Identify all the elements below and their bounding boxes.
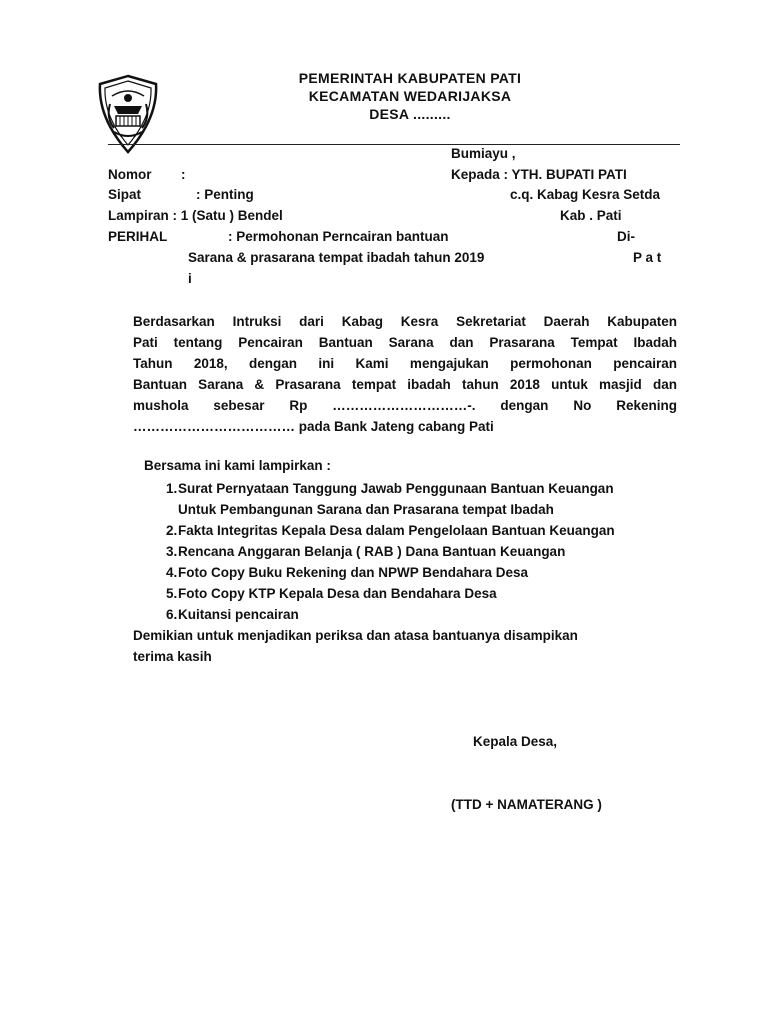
- recipient-kepada: Kepada : YTH. BUPATI PATI: [451, 167, 627, 182]
- perihal-label: PERIHAL: [108, 229, 168, 244]
- kop-line-3: DESA .........: [369, 106, 451, 122]
- list-item: 5. Foto Copy KTP Kepala Desa dan Bendahara Desa: [166, 586, 497, 601]
- signature-name: (TTD + NAMATERANG ): [451, 797, 602, 812]
- list-item: 6. Kuitansi pencairan: [166, 607, 299, 622]
- recipient-di: Di-: [617, 229, 635, 244]
- attachments-list: [144, 478, 704, 625]
- closing-line-2: terima kasih: [133, 649, 212, 664]
- nomor-label: Nomor: [108, 167, 152, 182]
- list-item: Untuk Pembangunan Sarana dan Prasarana tempat Ibadah: [178, 502, 554, 517]
- nomor-colon: :: [181, 167, 186, 182]
- perihal-line-2: Sarana & prasarana tempat ibadah tahun 2019: [188, 250, 485, 265]
- sifat-label: Sipat: [108, 187, 142, 202]
- body-line: Bantuan Sarana & Prasarana tempat ibadah tahun 2018 untuk masjid dan: [133, 377, 677, 392]
- sifat-value: : Penting: [196, 187, 254, 202]
- header-divider: [108, 144, 680, 145]
- kabupaten-pati-emblem-icon: [94, 74, 162, 154]
- list-item: 2. Fakta Integritas Kepala Desa dalam Pengelolaan Bantuan Keuangan: [166, 523, 615, 538]
- list-item: 4. Foto Copy Buku Rekening dan NPWP Bendahara Desa: [166, 565, 529, 580]
- list-item: 1. Surat Pernyataan Tanggung Jawab Penggunaan Bantuan Keuangan: [166, 481, 614, 496]
- closing-line-1: Demikian untuk menjadikan periksa dan atasa bantuanya disampikan: [133, 628, 578, 643]
- signature-title: Kepala Desa,: [473, 734, 558, 749]
- attachments-intro: Bersama ini kami lampirkan :: [144, 458, 331, 473]
- lampiran-label: Lampiran : 1 (Satu ) Bendel: [108, 208, 283, 223]
- list-item: 3. Rencana Anggaran Belanja ( RAB ) Dana Bantuan Keuangan: [166, 544, 566, 559]
- body-line: ……………………………… pada Bank Jateng cabang Pati: [133, 419, 494, 434]
- body-line: Berdasarkan Intruksi dari Kabag Kesra Sekretariat Daerah Kabupaten: [133, 314, 677, 329]
- perihal-value: : Permohonan Perncairan bantuan: [228, 229, 449, 244]
- recipient-place: P a t: [633, 250, 662, 265]
- recipient-cq: c.q. Kabag Kesra Setda: [510, 187, 661, 202]
- kop-line-1: PEMERINTAH KABUPATEN PATI: [298, 70, 522, 86]
- body-line: mushola sebesar Rp …………………………-. dengan No Rekening: [133, 398, 677, 413]
- date-place: Bumiayu ,: [451, 146, 516, 161]
- recipient-kab: Kab . Pati: [560, 208, 622, 223]
- perihal-line-3: i: [188, 271, 192, 286]
- body-line: Tahun 2018, dengan ini Kami mengajukan permohonan pencairan: [133, 356, 677, 371]
- body-line: Pati tentang Pencairan Bantuan Sarana dan Prasarana Tempat Ibadah: [133, 335, 677, 350]
- kop-line-2: KECAMATAN WEDARIJAKSA: [308, 88, 512, 104]
